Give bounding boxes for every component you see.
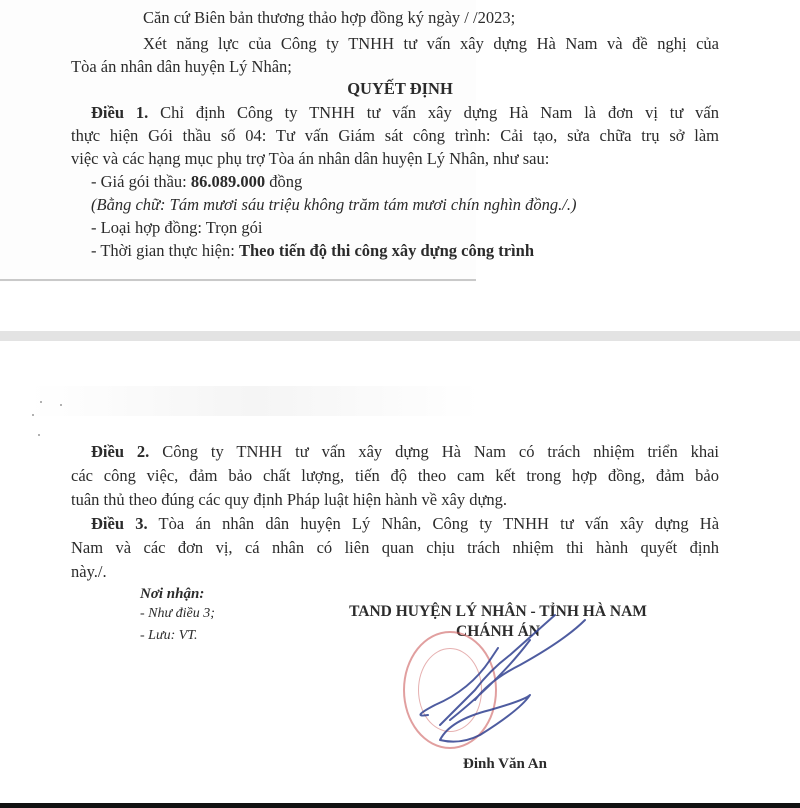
article-3-line-1	[91, 514, 719, 534]
package-price	[91, 172, 302, 192]
article-2-line-1	[91, 442, 719, 462]
window-bottom-edge	[0, 803, 800, 808]
page-separator	[0, 331, 800, 341]
article-1-text: Chỉ định Công ty TNHH tư vấn xây dựng Hà Nam là đơn vị tư vấn	[160, 103, 719, 122]
signing-organization: TAND HUYỆN LÝ NHÂN - TỈNH HÀ NAM	[349, 603, 647, 620]
package-price-words: (Bằng chữ: Tám mươi sáu triệu không trăm tám mươi chín nghìn đồng./.)	[91, 195, 577, 214]
execution-duration-value: Theo tiến độ thi công xây dựng công trình	[238, 241, 534, 260]
article-1-line-2: thực hiện Gói thầu số 04: Tư vấn Giám sát công trình: Cải tạo, sửa chữa trụ sở làm	[71, 126, 719, 145]
article-3-label: Điều 3.	[91, 514, 148, 533]
consideration-line-2: Tòa án nhân dân huyện Lý Nhân;	[71, 57, 292, 76]
article-1-label: Điều 1.	[91, 103, 149, 122]
package-price-unit: đồng	[265, 172, 303, 191]
recipient-item: - Như điều 3;	[140, 606, 215, 621]
scan-bleed-through	[30, 386, 480, 416]
consideration-line-1: Xét năng lực của Công ty TNHH tư vấn xây dựng Hà Nam và đề nghị của	[143, 34, 719, 53]
decision-heading: QUYẾT ĐỊNH	[347, 79, 453, 98]
scan-speck	[32, 414, 34, 416]
page-1-bottom-edge	[0, 279, 476, 281]
article-2-line-3: tuân thủ theo đúng các quy định Pháp luật hiện hành về xây dựng.	[71, 490, 508, 509]
scan-speck	[38, 434, 40, 436]
package-price-label: - Giá gói thầu:	[91, 172, 191, 191]
package-price-value: 86.089.000	[190, 172, 266, 191]
page-gap	[0, 282, 800, 332]
signer-name: Đinh Văn An	[463, 756, 547, 772]
scan-speck	[60, 404, 62, 406]
article-2-text: Công ty TNHH tư vấn xây dựng Hà Nam có trách nhiệm triển khai	[162, 442, 720, 461]
legal-basis-line: Căn cứ Biên bản thương thảo hợp đồng ký ngày / /2023;	[143, 8, 516, 27]
article-2-line-2: các công việc, đảm bảo chất lượng, tiến độ theo cam kết trong hợp đồng, đảm bảo	[71, 466, 719, 485]
recipients-title: Nơi nhận:	[140, 586, 205, 602]
signer-title: CHÁNH ÁN	[456, 623, 540, 640]
article-1-line-3: việc và các hạng mục phụ trợ Tòa án nhân dân huyện Lý Nhân, như sau:	[71, 149, 550, 168]
article-1-line-1	[91, 103, 719, 123]
handwritten-signature-icon	[380, 600, 640, 750]
article-3-line-3: này./.	[71, 562, 107, 581]
article-2-label: Điều 2.	[91, 442, 150, 461]
article-3-line-2: Nam và các đơn vị, cá nhân có liên quan chịu trách nhiệm thi hành quyết định	[71, 538, 719, 557]
article-3-text: Tòa án nhân dân huyện Lý Nhân, Công ty TNHH tư vấn xây dựng Hà	[158, 514, 720, 533]
contract-type: - Loại hợp đồng: Trọn gói	[91, 218, 263, 237]
execution-duration-label: - Thời gian thực hiện:	[91, 241, 239, 260]
scan-speck	[40, 401, 42, 403]
recipient-item: - Lưu: VT.	[140, 628, 198, 643]
execution-duration	[91, 241, 534, 261]
